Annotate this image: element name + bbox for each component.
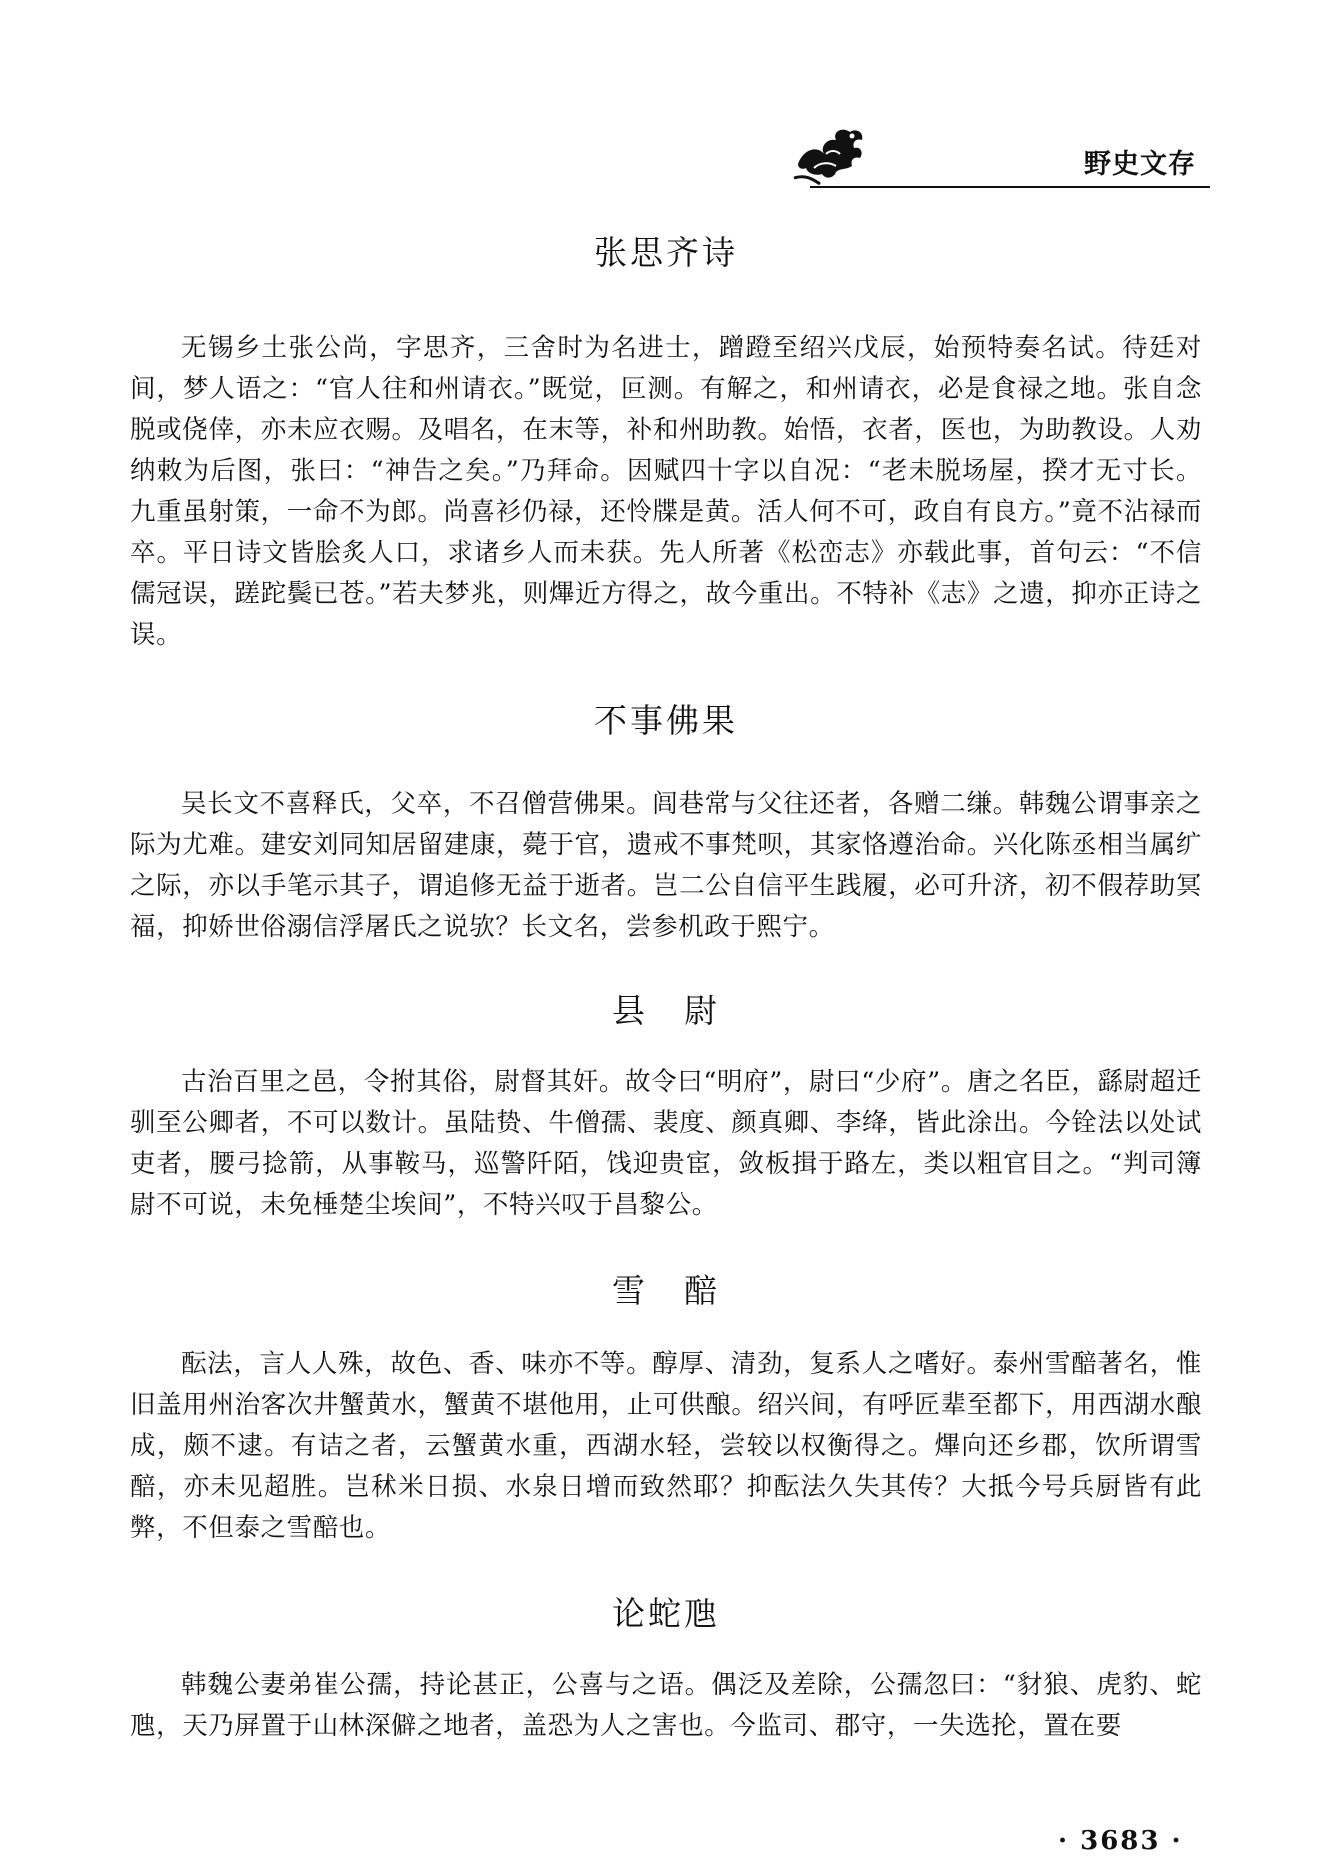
section-paragraph: 古治百里之邑，令拊其俗，尉督其奸。故令曰“明府”，尉曰“少府”。唐之名臣，繇尉超迁驯至公卿者，不可以数计。虽陆贽、牛僧孺、裴度、颜真卿、李绛，皆此涂出。今铨法以处试吏者，腰弓捻箭，从事鞍马，巡警阡陌，饯迎贵宦，敛板揖于路左，类以粗官目之。“判司簿尉不可说，未免棰楚尘埃间”，不特兴叹于昌黎公。 (130, 1067, 1202, 1220)
section-paragraph: 无锡乡土张公尚，字思齐，三舍时为名进士，蹭蹬至绍兴戊辰，始预特奏名试。待廷对间，梦人语之：“官人往和州请衣。”既觉，叵测。有解之，和州请衣，必是食禄之地。张自念脱或侥倖，亦未应衣赐。及唱名，在末等，补和州助教。始悟，衣者，医也，为助教设。人劝纳敕为后图，张曰：“神告之矣。”乃拜命。因赋四十字以自况：“老未脱场屋，揆才无寸长。九重虽射策，一命不为郎。尚喜衫仍禄，还怜牒是黄。活人何不可，政自有良方。”竟不沾禄而卒。平日诗文皆脍炙人口，求诸乡人而未获。先人所著《松峦志》亦载此事，首句云：“不信儒冠误，蹉跎鬓已苍。”若夫梦兆，则熚近方得之，故今重出。不特补《志》之遗，抑亦正诗之误。 (130, 333, 1202, 650)
section-paragraph: 吴长文不喜释氏，父卒，不召僧营佛果。闾巷常与父往还者，各赠二缣。韩魏公谓事亲之际为尤难。建安刘同知居留建康，薨于官，遗戒不事梵呗，其家恪遵治命。兴化陈丞相当属纩之际，亦以手笔示其子，谓追修无益于逝者。岂二公自信平生践履，必可升济，初不假荐助冥福，抑娇世俗溺信浮屠氏之说欤？长文名，尝参机政于熙宁。 (130, 789, 1202, 942)
section-title: 雪 醅 (612, 1271, 720, 1310)
article-body (130, 228, 1202, 1747)
running-header-title: 野史文存 (1084, 149, 1196, 180)
section-title: 张思齐诗 (594, 233, 738, 272)
running-header (790, 118, 1210, 190)
dragon-emblem-icon (790, 118, 870, 190)
section-title: 不事佛果 (594, 701, 738, 740)
header-rule (810, 186, 1210, 188)
section-paragraph: 韩魏公妻弟崔公孺，持论甚正，公喜与之语。偶泛及差除，公孺忽曰：“豺狼、虎豹、蛇虺，天乃屏置于山林深僻之地者，盖恐为人之害也。今监司、郡守，一失选抡，置在要 (130, 1670, 1202, 1741)
section-title: 县 尉 (612, 991, 720, 1030)
section-title: 论蛇虺 (612, 1594, 720, 1633)
section-paragraph: 酝法，言人人殊，故色、香、味亦不等。醇厚、清劲，复系人之嗜好。泰州雪醅著名，惟旧盖用州治客次井蟹黄水，蟹黄不堪他用，止可供酿。绍兴间，有呼匠辈至都下，用西湖水酿成，颇不逮。有诘之者，云蟹黄水重，西湖水轻，尝较以权衡得之。熚向还乡郡，饮所谓雪醅，亦未见超胜。岂秫米日损、水泉日增而致然耶？抑酝法久失其传？大抵今号兵厨皆有此弊，不但泰之雪醅也。 (130, 1349, 1202, 1543)
page-number: · 3683 · (1058, 1826, 1183, 1856)
